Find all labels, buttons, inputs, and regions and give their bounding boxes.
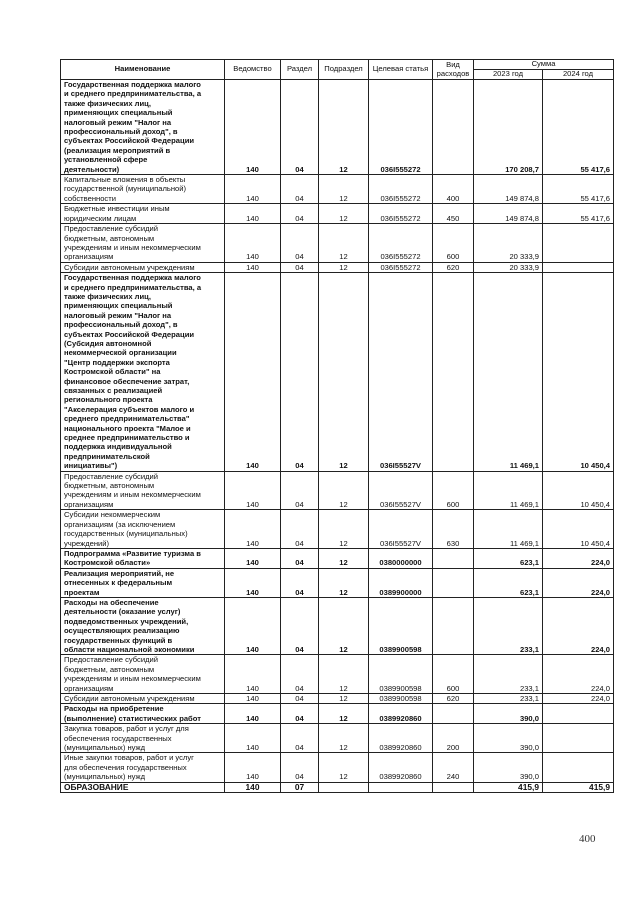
cell-name: Субсидии автономным учреждениям: [61, 262, 225, 272]
cell-section: 04: [281, 753, 319, 782]
cell-target: 0380000000: [369, 548, 433, 568]
cell-target: 036I555272: [369, 204, 433, 224]
cell-dept: 140: [225, 655, 281, 694]
cell-section: 04: [281, 510, 319, 549]
cell-section: 07: [281, 782, 319, 792]
cell-exp-type: [433, 782, 474, 792]
cell-2024: 55 417,6: [543, 80, 614, 175]
cell-exp-type: 450: [433, 204, 474, 224]
cell-2023: 233,1: [474, 597, 543, 654]
cell-name: Иные закупки товаров, работ и услуг для обеспечения государственных (муниципальных) нужд: [61, 753, 225, 782]
cell-target: 036I555272: [369, 224, 433, 263]
cell-exp-type: [433, 704, 474, 724]
header-exp-type: Вид расходов: [433, 60, 474, 80]
cell-exp-type: 600: [433, 471, 474, 510]
table-row: [61, 175, 614, 204]
budget-table: [60, 59, 614, 793]
cell-dept: 140: [225, 753, 281, 782]
cell-target: 036I55527V: [369, 471, 433, 510]
header-dept: Ведомство: [225, 60, 281, 80]
cell-subsection: 12: [319, 694, 369, 704]
cell-exp-type: 600: [433, 224, 474, 263]
cell-dept: 140: [225, 704, 281, 724]
cell-target: 0389920860: [369, 753, 433, 782]
cell-name: Государственная поддержка малого и среднего предпринимательства, а также физических лиц, применяющих специальный налоговый режим "Налог на профессиональный доход", в субъектах Российской Федерации (Субсидия автономной некоммерческой организации "Центр поддержки экспорта Костромской области" на финансовое обеспечение затрат, связанных с реализацией регионального проекта "Акселерация субъектов малого и среднего предпринимательства" национального проекта "Малое и среднее предпринимательство и поддержка индивидуальной предпринимательской инициативы"): [61, 273, 225, 472]
cell-2024: 224,0: [543, 655, 614, 694]
cell-section: 04: [281, 80, 319, 175]
table-row: [61, 510, 614, 549]
cell-section: 04: [281, 548, 319, 568]
cell-2023: 11 469,1: [474, 471, 543, 510]
cell-subsection: 12: [319, 80, 369, 175]
cell-2023: 20 333,9: [474, 224, 543, 263]
cell-dept: 140: [225, 510, 281, 549]
cell-dept: 140: [225, 224, 281, 263]
cell-dept: 140: [225, 782, 281, 792]
cell-target: 0389900000: [369, 568, 433, 597]
cell-2023: 11 469,1: [474, 510, 543, 549]
cell-subsection: 12: [319, 224, 369, 263]
header-name: Наименование: [61, 60, 225, 80]
cell-subsection: 12: [319, 273, 369, 472]
cell-2024: 415,9: [543, 782, 614, 792]
cell-2023: 149 874,8: [474, 175, 543, 204]
cell-2024: [543, 753, 614, 782]
cell-target: 036I555272: [369, 175, 433, 204]
cell-subsection: 12: [319, 175, 369, 204]
cell-section: 04: [281, 704, 319, 724]
cell-name: Закупка товаров, работ и услуг для обеспечения государственных (муниципальных) нужд: [61, 724, 225, 753]
cell-section: 04: [281, 724, 319, 753]
cell-section: 04: [281, 471, 319, 510]
cell-dept: 140: [225, 548, 281, 568]
cell-exp-type: [433, 80, 474, 175]
cell-exp-type: 200: [433, 724, 474, 753]
table-row: [61, 262, 614, 272]
cell-2024: 10 450,4: [543, 510, 614, 549]
cell-subsection: 12: [319, 597, 369, 654]
cell-dept: 140: [225, 471, 281, 510]
cell-name: Предоставление субсидий бюджетным, автономным учреждениям и иным некоммерческим организациям: [61, 471, 225, 510]
table-header: [61, 60, 614, 80]
cell-name: Капитальные вложения в объекты государственной (муниципальной) собственности: [61, 175, 225, 204]
cell-target: 0389900598: [369, 694, 433, 704]
cell-dept: 140: [225, 724, 281, 753]
cell-2023: 11 469,1: [474, 273, 543, 472]
cell-exp-type: 400: [433, 175, 474, 204]
table-row: [61, 273, 614, 472]
cell-2024: 10 450,4: [543, 273, 614, 472]
cell-2024: 224,0: [543, 597, 614, 654]
cell-2023: 623,1: [474, 548, 543, 568]
cell-dept: 140: [225, 694, 281, 704]
cell-2024: [543, 704, 614, 724]
cell-exp-type: 600: [433, 655, 474, 694]
cell-2023: 390,0: [474, 704, 543, 724]
cell-target: 036I55527V: [369, 273, 433, 472]
table-row: [61, 568, 614, 597]
table-row: [61, 597, 614, 654]
cell-section: 04: [281, 175, 319, 204]
cell-target: 0389900598: [369, 597, 433, 654]
table-row: [61, 655, 614, 694]
cell-section: 04: [281, 597, 319, 654]
cell-dept: 140: [225, 80, 281, 175]
table-body: [61, 80, 614, 793]
table-row: [61, 204, 614, 224]
table-row: [61, 80, 614, 175]
cell-subsection: 12: [319, 568, 369, 597]
cell-subsection: 12: [319, 704, 369, 724]
cell-2024: [543, 224, 614, 263]
cell-subsection: 12: [319, 471, 369, 510]
cell-dept: 140: [225, 568, 281, 597]
cell-exp-type: 620: [433, 262, 474, 272]
cell-section: 04: [281, 694, 319, 704]
cell-target: 036I555272: [369, 262, 433, 272]
table-row: [61, 724, 614, 753]
cell-exp-type: [433, 597, 474, 654]
cell-exp-type: [433, 548, 474, 568]
cell-2024: 55 417,6: [543, 175, 614, 204]
header-sum: Сумма: [474, 60, 614, 70]
header-subsection: Подраздел: [319, 60, 369, 80]
cell-2023: 233,1: [474, 655, 543, 694]
cell-2023: 170 208,7: [474, 80, 543, 175]
cell-target: 036I555272: [369, 80, 433, 175]
cell-dept: 140: [225, 273, 281, 472]
table-row: [61, 471, 614, 510]
cell-2024: 224,0: [543, 694, 614, 704]
cell-subsection: 12: [319, 753, 369, 782]
cell-section: 04: [281, 224, 319, 263]
cell-subsection: [319, 782, 369, 792]
cell-subsection: 12: [319, 262, 369, 272]
cell-section: 04: [281, 204, 319, 224]
cell-name: Подпрограмма «Развитие туризма в Костромской области»: [61, 548, 225, 568]
cell-dept: 140: [225, 175, 281, 204]
cell-dept: 140: [225, 262, 281, 272]
table-row: [61, 753, 614, 782]
cell-2024: 224,0: [543, 568, 614, 597]
page-number: 400: [579, 833, 596, 845]
cell-name: Субсидии автономным учреждениям: [61, 694, 225, 704]
cell-target: 0389920860: [369, 724, 433, 753]
cell-name: Реализация мероприятий, не отнесенных к федеральным проектам: [61, 568, 225, 597]
header-target: Целевая статья: [369, 60, 433, 80]
cell-section: 04: [281, 568, 319, 597]
cell-name: Субсидии некоммерческим организациям (за исключением государственных (муниципальных) учреждений): [61, 510, 225, 549]
cell-subsection: 12: [319, 724, 369, 753]
table-row: [61, 782, 614, 792]
header-year-2023: 2023 год: [474, 70, 543, 80]
cell-exp-type: 630: [433, 510, 474, 549]
header-section: Раздел: [281, 60, 319, 80]
table-row: [61, 224, 614, 263]
cell-exp-type: 240: [433, 753, 474, 782]
cell-target: 0389900598: [369, 655, 433, 694]
cell-exp-type: [433, 273, 474, 472]
cell-subsection: 12: [319, 204, 369, 224]
cell-subsection: 12: [319, 548, 369, 568]
cell-exp-type: [433, 568, 474, 597]
table-row: [61, 704, 614, 724]
cell-target: 0389920860: [369, 704, 433, 724]
cell-dept: 140: [225, 204, 281, 224]
header-year-2024: 2024 год: [543, 70, 614, 80]
cell-name: Предоставление субсидий бюджетным, автономным учреждениям и иным некоммерческим организациям: [61, 655, 225, 694]
cell-subsection: 12: [319, 655, 369, 694]
cell-2023: 623,1: [474, 568, 543, 597]
cell-2024: [543, 262, 614, 272]
cell-2023: 149 874,8: [474, 204, 543, 224]
cell-section: 04: [281, 273, 319, 472]
cell-section: 04: [281, 262, 319, 272]
cell-2024: [543, 724, 614, 753]
cell-section: 04: [281, 655, 319, 694]
cell-2023: 233,1: [474, 694, 543, 704]
cell-2023: 415,9: [474, 782, 543, 792]
cell-dept: 140: [225, 597, 281, 654]
cell-name: Расходы на приобретение (выполнение) статистических работ: [61, 704, 225, 724]
cell-2024: 224,0: [543, 548, 614, 568]
cell-2024: 55 417,6: [543, 204, 614, 224]
cell-target: [369, 782, 433, 792]
cell-2023: 390,0: [474, 724, 543, 753]
cell-name: Расходы на обеспечение деятельности (оказание услуг) подведомственных учреждений, осуществляющих реализацию государственных функций в области национальной экономики: [61, 597, 225, 654]
cell-2023: 20 333,9: [474, 262, 543, 272]
cell-name: Бюджетные инвестиции иным юридическим лицам: [61, 204, 225, 224]
table-row: [61, 694, 614, 704]
cell-name: Государственная поддержка малого и среднего предпринимательства, а также физических лиц, применяющих специальный налоговый режим "Налог на профессиональный доход", в субъектах Российской Федерации (реализация мероприятий в установленной сфере деятельности): [61, 80, 225, 175]
cell-name: Предоставление субсидий бюджетным, автономным учреждениям и иным некоммерческим организациям: [61, 224, 225, 263]
table-row: [61, 548, 614, 568]
cell-target: 036I55527V: [369, 510, 433, 549]
cell-exp-type: 620: [433, 694, 474, 704]
cell-name: ОБРАЗОВАНИЕ: [61, 782, 225, 792]
cell-2024: 10 450,4: [543, 471, 614, 510]
cell-subsection: 12: [319, 510, 369, 549]
cell-2023: 390,0: [474, 753, 543, 782]
